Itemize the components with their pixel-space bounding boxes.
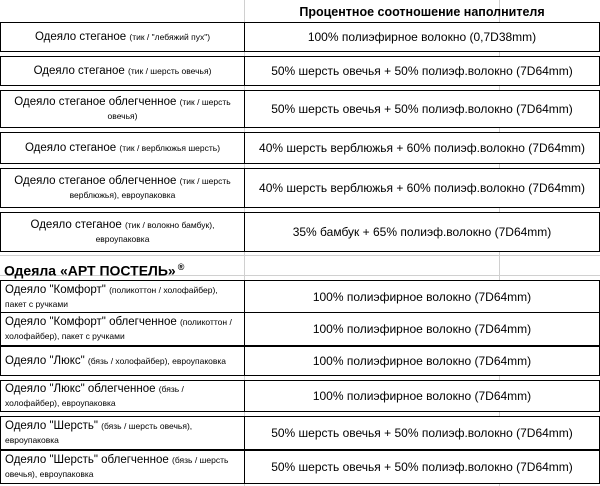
product-detail: (поликоттон / холофайбер), пакет с ручками: [5, 285, 218, 309]
product-name: Одеяло стеганое облегченное: [14, 175, 177, 187]
filling-ratio-header: Процентное соотношение наполнителя: [244, 0, 600, 24]
product-detail: (тик / волокно бамбук), евроупаковка: [95, 220, 215, 244]
product-name: Одеяло "Шерсть": [5, 420, 98, 432]
product-cell[interactable]: [0, 312, 245, 346]
product-cell[interactable]: [0, 416, 245, 450]
product-detail: (поликоттон / холофайбер), пакет с ручками: [5, 317, 232, 341]
filling-cell[interactable]: 100% полиэфирное волокно (7D64mm): [244, 380, 600, 412]
product-name: Одеяло "Комфорт": [5, 284, 106, 296]
product-name: Одеяло стеганое: [24, 142, 117, 154]
section-title: [4, 262, 184, 279]
product-name: Одеяло стеганое: [33, 65, 125, 77]
filling-cell[interactable]: 50% шерсть овечья + 50% полиэф.волокно (7D64mm): [244, 90, 600, 128]
product-detail: (тик / шерсть верблюжья), евроупаковка: [69, 176, 231, 200]
product-cell[interactable]: [0, 346, 245, 376]
product-name: Одеяло "Шерсть" облегченное: [5, 454, 169, 466]
product-detail: (бязь / шерсть овечья), евроупаковка: [5, 421, 193, 445]
product-cell[interactable]: [0, 168, 245, 208]
filling-cell[interactable]: 100% полиэфирное волокно (7D64mm): [244, 312, 600, 346]
product-cell[interactable]: [0, 132, 245, 164]
grid-line: [0, 255, 600, 256]
product-cell[interactable]: [0, 212, 245, 252]
product-name: Одеяло стеганое: [30, 219, 122, 231]
product-name: Одеяло стеганое: [34, 31, 127, 43]
product-name: Одеяло "Комфорт" облегченное: [5, 316, 177, 328]
product-detail: (тик / шерсть овечья): [128, 66, 212, 76]
product-detail: (тик / шерсть овечья): [107, 97, 231, 121]
product-cell[interactable]: [0, 90, 245, 128]
product-cell[interactable]: [0, 280, 245, 314]
filling-cell[interactable]: 50% шерсть овечья + 50% полиэф.волокно (7D64mm): [244, 416, 600, 450]
filling-cell[interactable]: 100% полиэфирное волокно (0,7D38mm): [244, 22, 600, 52]
product-cell[interactable]: [0, 56, 245, 86]
section-title-text: Одеяла «АРТ ПОСТЕЛЬ»: [4, 262, 176, 279]
product-name: Одеяло стеганое облегченное: [14, 96, 177, 108]
filling-cell[interactable]: 40% шерсть верблюжья + 60% полиэф.волокно (7D64mm): [244, 168, 600, 208]
product-detail: (бязь / холофайбер), евроупаковка: [5, 384, 184, 408]
product-name: Одеяло "Люкс": [5, 355, 85, 367]
filling-cell[interactable]: 50% шерсть овечья + 50% полиэф.волокно (7D64mm): [244, 450, 600, 484]
product-detail: (бязь / холофайбер), евроупаковка: [87, 356, 227, 366]
product-name: Одеяло "Люкс" облегченное: [5, 383, 156, 395]
product-cell[interactable]: [0, 22, 245, 52]
filling-cell[interactable]: 40% шерсть верблюжья + 60% полиэф.волокно (7D64mm): [244, 132, 600, 164]
product-detail: (тик / "лебяжий пух"): [129, 32, 211, 42]
product-detail: (бязь / шерсть овечья), евроупаковка: [5, 455, 229, 479]
registered-mark: ®: [177, 262, 185, 272]
product-cell[interactable]: [0, 380, 245, 412]
filling-cell[interactable]: 50% шерсть овечья + 50% полиэф.волокно (7D64mm): [244, 56, 600, 86]
product-detail: (тик / верблюжья шерсть): [119, 143, 221, 153]
filling-cell[interactable]: 100% полиэфирное волокно (7D64mm): [244, 346, 600, 376]
filling-cell[interactable]: 35% бамбук + 65% полиэф.волокно (7D64mm): [244, 212, 600, 252]
filling-cell[interactable]: 100% полиэфирное волокно (7D64mm): [244, 280, 600, 314]
product-cell[interactable]: [0, 450, 245, 484]
